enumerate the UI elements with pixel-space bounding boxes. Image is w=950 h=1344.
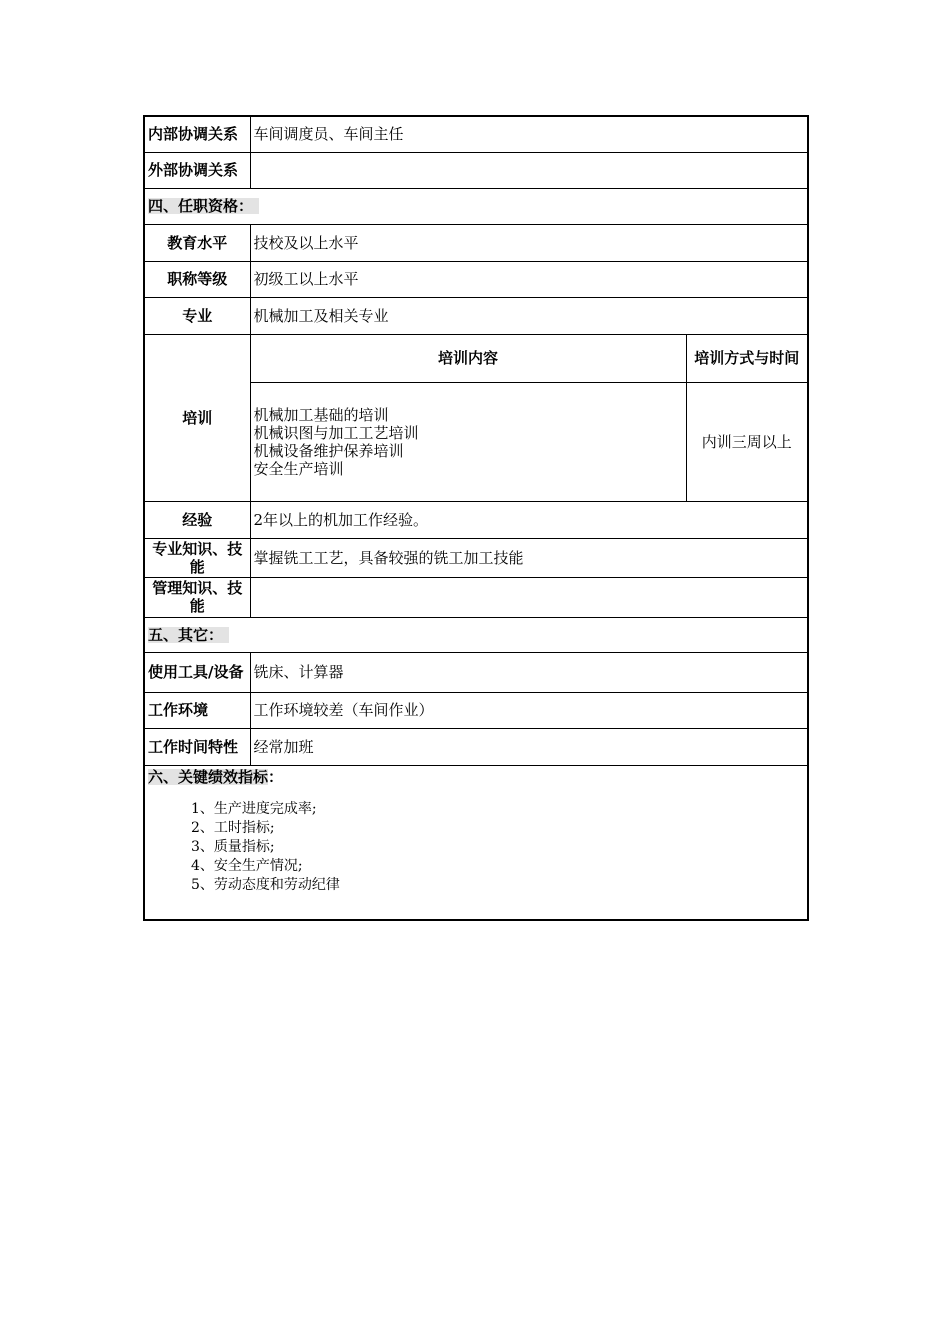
tools-label: 使用工具/设备	[144, 652, 250, 692]
row-internal	[144, 116, 808, 152]
row-professional	[144, 538, 808, 577]
training-item: 机械加工基础的培训	[253, 405, 389, 424]
row-tools	[144, 652, 808, 692]
row-management	[144, 577, 808, 617]
training-item: 机械识图与加工工艺培训	[253, 423, 419, 442]
section6	[144, 765, 808, 920]
kpi-item: 4、安全生产情况;	[191, 857, 303, 874]
education-value: 技校及以上水平	[250, 224, 808, 261]
training-method-header: 培训方式与时间	[686, 334, 808, 382]
title-level-value: 初级工以上水平	[250, 261, 808, 297]
row-major	[144, 297, 808, 334]
row-environment	[144, 692, 808, 728]
section6-title: 六、关键绩效指标：	[148, 768, 289, 786]
section4-title: 四、任职资格：	[148, 197, 259, 215]
job-description-table	[143, 115, 809, 921]
education-label: 教育水平	[144, 224, 250, 261]
kpi-item: 3、质量指标;	[191, 838, 275, 855]
professional-label: 专业知识、技能	[144, 538, 250, 577]
management-value	[250, 577, 808, 617]
environment-value: 工作环境较差（车间作业）	[250, 692, 808, 728]
internal-value: 车间调度员、车间主任	[250, 116, 808, 152]
training-content-header: 培训内容	[250, 334, 686, 382]
time-label: 工作时间特性	[144, 728, 250, 765]
row-title-level	[144, 261, 808, 297]
major-value: 机械加工及相关专业	[250, 297, 808, 334]
external-value	[250, 152, 808, 188]
kpi-item: 5、劳动态度和劳动纪律	[191, 876, 340, 893]
row-experience	[144, 501, 808, 538]
section5-title: 五、其它：	[148, 626, 229, 644]
row-time	[144, 728, 808, 765]
experience-value: 2年以上的机加工作经验。	[250, 501, 808, 538]
kpi-item: 1、生产进度完成率;	[191, 800, 317, 817]
training-label: 培训	[144, 334, 250, 501]
time-value: 经常加班	[250, 728, 808, 765]
kpi-list	[148, 786, 804, 895]
management-label: 管理知识、技能	[144, 577, 250, 617]
row-education	[144, 224, 808, 261]
external-label: 外部协调关系	[144, 152, 250, 188]
training-method-value: 内训三周以上	[686, 382, 808, 501]
environment-label: 工作环境	[144, 692, 250, 728]
section5-header	[144, 617, 808, 652]
tools-value: 铣床、计算器	[250, 652, 808, 692]
training-item: 机械设备维护保养培训	[253, 441, 404, 460]
row-training-header	[144, 334, 808, 382]
kpi-item: 2、工时指标;	[191, 819, 275, 836]
title-level-label: 职称等级	[144, 261, 250, 297]
section4-header	[144, 188, 808, 224]
experience-label: 经验	[144, 501, 250, 538]
internal-label: 内部协调关系	[144, 116, 250, 152]
row-external	[144, 152, 808, 188]
professional-value: 掌握铣工工艺，具备较强的铣工加工技能	[250, 538, 808, 577]
training-items	[250, 382, 686, 501]
major-label: 专业	[144, 297, 250, 334]
training-item: 安全生产培训	[253, 459, 344, 478]
